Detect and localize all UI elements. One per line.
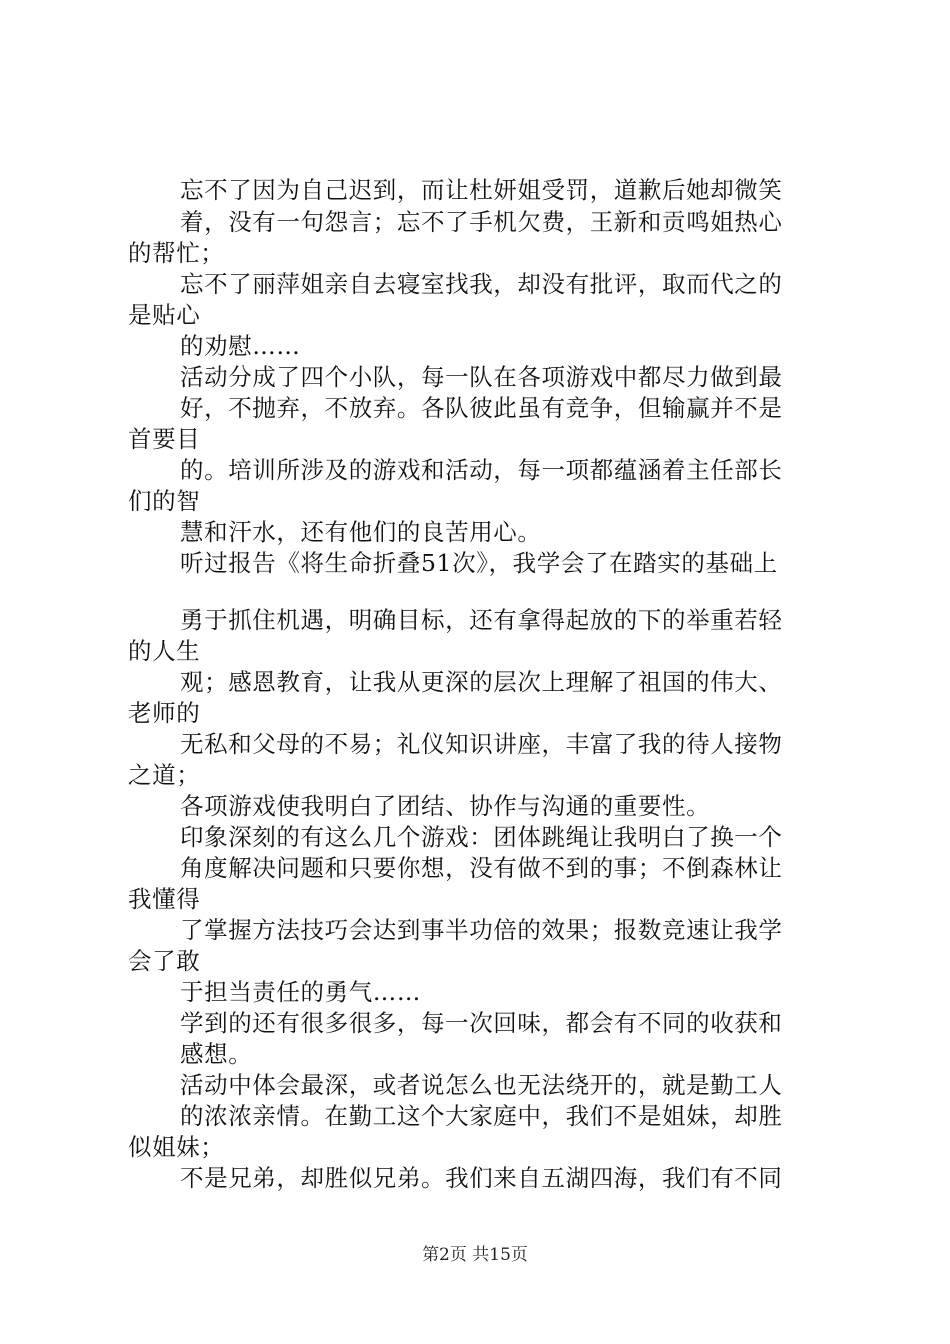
text-line: 之道；	[128, 761, 201, 789]
text-line: 我懂得	[128, 885, 201, 913]
text-line: 印象深刻的有这么几个游戏：团体跳绳让我明白了换一个	[180, 823, 783, 851]
text-line: 的人生	[128, 637, 201, 665]
text-line: 感想。	[180, 1040, 253, 1068]
text-line: 老师的	[128, 699, 201, 727]
text-line: 们的智	[128, 487, 201, 515]
text-line: 角度解决问题和只要你想，没有做不到的事；不倒森林让	[180, 854, 783, 882]
text-line: 活动分成了四个小队，每一队在各项游戏中都尽力做到最	[180, 363, 783, 391]
text-line: 于担当责任的勇气……	[180, 978, 421, 1006]
text-line: 的帮忙；	[128, 239, 225, 267]
text-line: 各项游戏使我明白了团结、协作与沟通的重要性。	[180, 792, 711, 820]
text-line: 忘不了因为自己迟到，而让杜妍姐受罚，道歉后她却微笑	[180, 176, 783, 204]
text-line: 学到的还有很多很多，每一次回味，都会有不同的收获和	[180, 1009, 783, 1037]
text-line: 是贴心	[128, 301, 201, 329]
text-line: 的。培训所涉及的游戏和活动，每一项都蕴涵着主任部长	[180, 456, 783, 484]
text-line: 了掌握方法技巧会达到事半功倍的效果；报数竞速让我学	[180, 916, 783, 944]
text-line: 勇于抓住机遇，明确目标，还有拿得起放的下的举重若轻	[180, 606, 783, 634]
text-line: 似姐妹；	[128, 1133, 225, 1161]
text-line: 不是兄弟，却胜似兄弟。我们来自五湖四海，我们有不同	[180, 1164, 783, 1192]
text-line: 慧和汗水，还有他们的良苦用心。	[180, 518, 542, 546]
text-line: 听过报告《将生命折叠51次》，我学会了在踏实的基础上	[180, 549, 778, 577]
text-line: 首要目	[128, 425, 201, 453]
text-line: 的浓浓亲情。在勤工这个大家庭中，我们不是姐妹，却胜	[180, 1102, 783, 1130]
text-line: 着，没有一句怨言；忘不了手机欠费，王新和贡鸣姐热心	[180, 208, 783, 236]
page-number-footer: 第2页 共15页	[422, 1245, 528, 1265]
text-line: 活动中体会最深，或者说怎么也无法绕开的，就是勤工人	[180, 1071, 783, 1099]
text-line: 会了敢	[128, 947, 201, 975]
text-line: 的劝慰……	[180, 332, 301, 360]
text-line: 无私和父母的不易；礼仪知识讲座，丰富了我的待人接物	[180, 730, 783, 758]
text-line: 忘不了丽萍姐亲自去寝室找我，却没有批评，取而代之的	[180, 270, 783, 298]
text-line: 好，不抛弃，不放弃。各队彼此虽有竞争，但输赢并不是	[180, 394, 783, 422]
text-line: 观；感恩教育，让我从更深的层次上理解了祖国的伟大、	[180, 668, 783, 696]
